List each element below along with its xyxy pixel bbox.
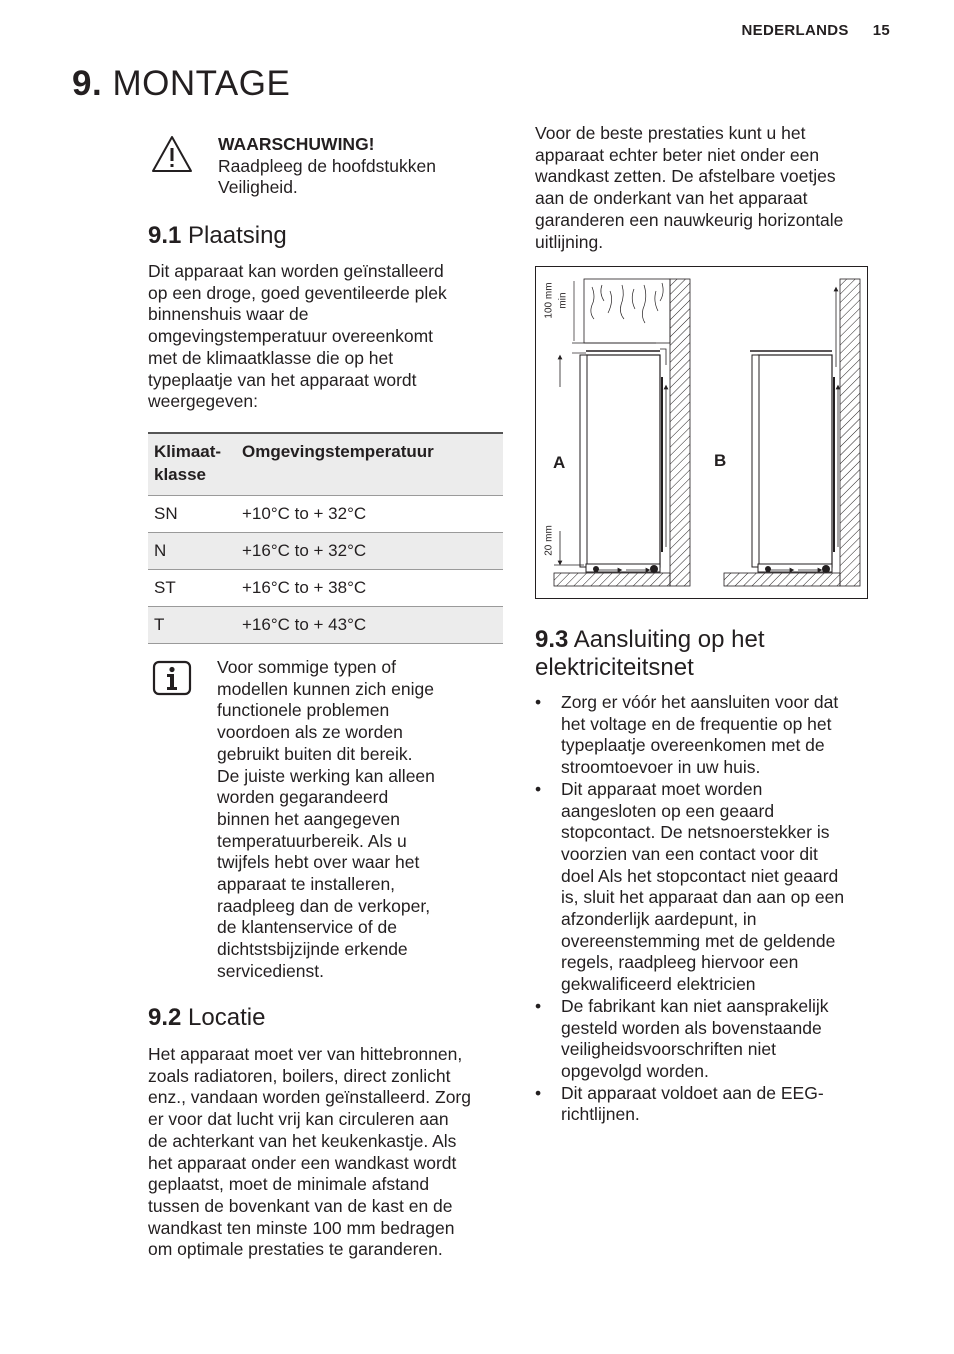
paragraph-line: met de klimaatklasse die op het [148, 347, 394, 368]
list-item-line: • Zorg er vóór het aansluiten voor dat [561, 692, 839, 712]
warning-text-line: Veiligheid. [218, 177, 298, 198]
figure-dimension-bottom: 20 mm [543, 525, 555, 556]
section-9-2-paragraph [148, 1044, 513, 1261]
warning-text-line: Raadpleeg de hoofdstukken [218, 155, 436, 176]
section-title: elektriciteitsnet [535, 654, 694, 681]
section-title: Plaatsing [188, 222, 287, 249]
header-language: NEDERLANDS [741, 22, 849, 39]
paragraph-line: om optimale prestaties te garanderen. [148, 1239, 443, 1260]
cell-klasse: SN [148, 496, 236, 533]
section-9-1-heading [148, 222, 287, 250]
paragraph-line: weergegeven: [148, 391, 258, 412]
table-row [148, 533, 503, 570]
note-line: dichtstsbijzijnde erkende [217, 939, 408, 960]
installation-diagram [535, 266, 868, 599]
info-icon [152, 660, 192, 696]
paragraph-line: Het apparaat moet ver van hittebronnen, [148, 1044, 463, 1064]
figure-label-b: B [714, 451, 727, 470]
list-item-line: het voltage en de frequentie op het [561, 713, 832, 734]
note-line: Voor sommige typen of [217, 657, 396, 677]
section-number: 9.3 [535, 626, 569, 653]
list-item-line: typeplaatje overeenkomen met de [561, 735, 825, 756]
note-line: functionele problemen [217, 700, 390, 721]
figure-label-a: A [553, 453, 566, 472]
section-title: Aansluiting op het [573, 626, 765, 653]
paragraph-line: het apparaat onder een wandkast wordt [148, 1152, 457, 1173]
table-row [148, 496, 503, 533]
note-line: servicedienst. [217, 960, 324, 981]
list-item-line: overeenstemming met de geldende [561, 930, 836, 951]
section-number: 9.2 [148, 1004, 182, 1031]
paragraph-line: er voor dat lucht vrij kan circuleren aan [148, 1109, 449, 1130]
section-heading-line [535, 626, 885, 654]
cell-temp: +16°C to + 43°C [236, 607, 503, 644]
paragraph-line: de achterkant van het keukenkastje. Als [148, 1130, 457, 1151]
climate-class-table [148, 432, 503, 644]
page-header [742, 22, 890, 39]
list-item [535, 779, 885, 996]
list-item-line: afzonderlijk aardepunt, in [561, 909, 757, 930]
paragraph-line: typeplaatje van het apparaat wordt [148, 369, 417, 390]
page-number: 15 [872, 22, 890, 39]
table-row [148, 607, 503, 644]
header-klasse-line: klasse [154, 465, 206, 484]
paragraph-line: apparaat echter beter niet onder een [535, 144, 820, 165]
paragraph-line: garanderen een nauwkeurig horizontale [535, 209, 844, 230]
cell-temp: +16°C to + 38°C [236, 570, 503, 607]
cell-temp: +16°C to + 32°C [236, 533, 503, 570]
figure-dimension-min: min [557, 292, 569, 309]
list-item-line: veiligheidsvoorschriften niet [561, 1039, 776, 1060]
note-line: worden gegarandeerd [217, 787, 389, 808]
paragraph-line: uitlijning. [535, 231, 604, 252]
list-item-line: voorzien van een contact voor dit [561, 843, 818, 864]
paragraph-line: op een droge, goed geventileerde plek [148, 282, 447, 303]
list-item-line: gesteld worden als bovenstaande [561, 1017, 822, 1038]
note-line: twijfels hebt over waar het [217, 852, 420, 873]
note-line: apparaat te installeren, [217, 874, 396, 895]
cell-klasse: ST [148, 570, 236, 607]
list-item [535, 692, 885, 779]
paragraph-line: enz., vandaan worden geïnstalleerd. Zorg [148, 1087, 471, 1108]
right-intro-paragraph [535, 123, 885, 253]
note-line: temperatuurbereik. Als u [217, 830, 407, 851]
list-item-line: opgevolgd worden. [561, 1060, 709, 1081]
list-item-line: doel Als het stopcontact niet geaard [561, 865, 839, 886]
warning-triangle-icon [150, 134, 194, 174]
section-9-1-paragraph [148, 261, 508, 413]
figure-dimension-top: 100 mm [543, 282, 555, 319]
header-temperatuur: Omgevingstemperatuur [236, 433, 503, 496]
paragraph-line: tussen de bovenkant van de kast en de [148, 1195, 453, 1216]
paragraph-line: zoals radiatoren, boilers, direct zonlicht [148, 1065, 451, 1086]
header-klasse [148, 433, 236, 496]
list-item [535, 996, 885, 1083]
note-line: De juiste werking kan alleen [217, 765, 435, 786]
note-line: de klantenservice of de [217, 917, 397, 938]
cell-klasse: N [148, 533, 236, 570]
cell-klasse: T [148, 607, 236, 644]
section-9-2-heading [148, 1004, 265, 1032]
chapter-number: 9. [72, 64, 103, 103]
chapter-title [72, 64, 290, 104]
list-item-line: • De fabrikant kan niet aansprakelijk [561, 995, 829, 1016]
paragraph-line: wandkast ten minste 100 mm bedragen [148, 1217, 455, 1238]
chapter-name: MONTAGE [112, 64, 291, 103]
list-item-line: stroomtoevoer in uw huis. [561, 757, 761, 778]
table-header-row [148, 433, 503, 496]
list-item-line: richtlijnen. [561, 1104, 640, 1125]
note-line: raadpleeg dan de verkoper, [217, 895, 431, 916]
section-9-3-heading [535, 626, 885, 682]
paragraph-line: Voor de beste prestaties kunt u het [535, 123, 806, 143]
list-item-line: is, sluit het apparaat dan aan op een [561, 887, 845, 908]
note-line: voordoen als ze worden [217, 722, 403, 743]
paragraph-line: Dit apparaat kan worden geïnstalleerd [148, 261, 444, 281]
list-item-line: aangesloten op een geaard [561, 800, 775, 821]
list-item-line: regels, raadpleeg hiervoor een [561, 952, 799, 973]
paragraph-line: wandkast zetten. De afstelbare voetjes [535, 166, 836, 187]
note-line: gebruikt buiten dit bereik. [217, 743, 413, 764]
info-note-text [217, 657, 497, 983]
paragraph-line: aan de onderkant van het apparaat [535, 188, 808, 209]
list-item-line: • Dit apparaat voldoet aan de EEG- [561, 1082, 824, 1103]
list-item-line: • Dit apparaat moet worden [561, 778, 763, 799]
note-line: modellen kunnen zich enige [217, 678, 434, 699]
cell-temp: +10°C to + 32°C [236, 496, 503, 533]
header-klasse-line: Klimaat- [154, 442, 222, 461]
warning-title: WAARSCHUWING! [218, 134, 375, 154]
list-item-line: stopcontact. De netsnoerstekker is [561, 822, 830, 843]
paragraph-line: omgevingstemperatuur overeenkomt [148, 326, 434, 347]
section-number: 9.1 [148, 222, 182, 249]
paragraph-line: geplaatst, moet de minimale afstand [148, 1174, 430, 1195]
list-item-line: gekwalificeerd elektricien [561, 974, 756, 995]
section-9-3-list [535, 692, 885, 1126]
table-row [148, 570, 503, 607]
section-title: Locatie [188, 1004, 266, 1031]
list-item [535, 1083, 885, 1126]
warning-block [218, 134, 508, 199]
note-line: binnen het aangegeven [217, 808, 400, 829]
paragraph-line: binnenshuis waar de [148, 304, 309, 325]
